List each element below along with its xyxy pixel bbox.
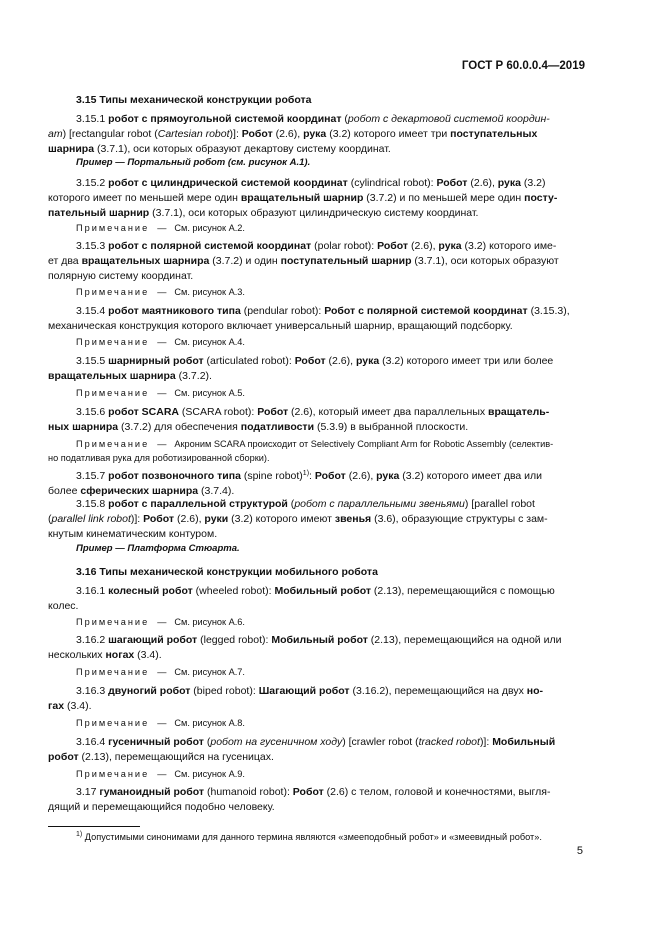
note-dash: — xyxy=(157,223,167,233)
term-bold: рука xyxy=(438,240,462,252)
term-3-15-7 xyxy=(48,469,583,499)
text-run: (3.7.2) для обеспечения xyxy=(118,421,241,433)
note-text: См. рисунок А.6. xyxy=(174,617,245,627)
text-run: (spine robot) xyxy=(240,470,303,482)
text-run: ) [crawler robot ( xyxy=(342,736,419,748)
note-text: См. рисунок А.2. xyxy=(174,223,245,233)
note-label: Примечание xyxy=(76,223,150,233)
text-run: 3.15.5 xyxy=(76,355,109,367)
text-run: (2.13), перемещающийся на гусеницах. xyxy=(78,751,274,763)
example-3-15-8: Пример — Платформа Стюарта. xyxy=(76,543,240,554)
note-label: Примечание xyxy=(76,617,150,627)
text-run: )]: xyxy=(479,736,493,748)
term-bold: робот позвоночного типа xyxy=(108,470,241,482)
text-run: 3.15.2 xyxy=(76,177,109,189)
term-italic: робот на гусеничном ходу xyxy=(210,736,343,748)
term-bold: гуманоидный робот xyxy=(99,786,205,798)
text-run: (2.13), перемещающийся на одной или нескольких xyxy=(48,634,562,661)
text-run: (3.7.1), оси которых образуют полярную систему координат. xyxy=(48,255,559,282)
text-run: (2.6), xyxy=(325,355,356,367)
section-heading-3-16: 3.16 Типы механической конструкции мобильного робота xyxy=(76,566,378,578)
note-dash: — xyxy=(157,439,167,449)
term-bold: поступательный шарнир xyxy=(280,255,412,267)
term-3-15-6 xyxy=(48,405,583,435)
text-run: ( xyxy=(287,498,295,510)
term-bold: Робот xyxy=(292,786,324,798)
note-3-16-2 xyxy=(48,665,583,679)
text-run: ) [parallel robot ( xyxy=(48,498,535,525)
text-run: (pendular robot): xyxy=(240,305,325,317)
term-bold: звенья xyxy=(334,513,372,525)
term-italic: робот с параллельными звеньями xyxy=(294,498,465,510)
text-run: (3.7.1), оси которых образуют цилиндрическую систему координат. xyxy=(149,207,479,219)
footnote-separator xyxy=(48,826,140,827)
text-run: (2.6), xyxy=(345,470,377,482)
text-run: 3.15.3 xyxy=(76,240,109,252)
note-label: Примечание xyxy=(76,718,150,728)
note-3-16-1 xyxy=(48,615,583,629)
text-run: )]: xyxy=(130,513,144,525)
text-run: (humanoid robot): xyxy=(204,786,293,798)
text-run: (3.15.3), механическая конструкция которого включает универсальный шарнир, вращающий подсборку. xyxy=(48,305,570,332)
term-bold: рука xyxy=(303,128,327,140)
term-bold: робот маятникового типа xyxy=(108,305,241,317)
footnote-ref: 1) xyxy=(302,470,310,477)
text-run: (biped robot): xyxy=(190,685,259,697)
term-bold: Шагающий робот xyxy=(258,685,350,697)
term-3-16-2 xyxy=(48,633,583,663)
page-number: 5 xyxy=(576,845,583,857)
standard-header: ГОСТ Р 60.0.0.4—2019 xyxy=(461,60,585,72)
text-run: (3.2) которого имеет два или более xyxy=(48,470,543,497)
term-bold: колесный робот xyxy=(108,585,193,597)
term-bold: двуногий робот xyxy=(108,685,191,697)
term-italic: робот с декартовой системой координ- ат xyxy=(48,113,550,140)
text-run: (polar robot): xyxy=(311,240,378,252)
term-bold: робот SCARA xyxy=(108,406,179,418)
term-bold: вращательный шарнир xyxy=(240,192,364,204)
text-run: (5.3.9) в выбранной плоскости. xyxy=(314,421,469,433)
note-3-15-2 xyxy=(48,221,583,235)
text-run: (2.6), xyxy=(408,240,439,252)
text-run: (3.7.2) и один xyxy=(209,255,281,267)
text-run: 3.17 xyxy=(76,786,100,798)
text-run: 3.16.2 xyxy=(76,634,109,646)
footnote xyxy=(48,831,583,844)
text-run: (3.2) которого име- ет два xyxy=(48,240,557,267)
text-run: (2.6), xyxy=(467,177,498,189)
term-bold: Робот xyxy=(377,240,409,252)
text-run: )]: xyxy=(229,128,242,140)
note-dash: — xyxy=(157,337,167,347)
footnote-text: Допустимыми синонимами для данного термина являются «змееподобный робот» и «змеевидный робот». xyxy=(84,832,542,842)
note-dash: — xyxy=(157,287,167,297)
text-run: (3.2) которого имеет три или более xyxy=(379,355,554,367)
section-heading-3-15: 3.15 Типы механической конструкции робота xyxy=(76,94,312,106)
term-bold: посту- пательный шарнир xyxy=(48,192,558,219)
note-dash: — xyxy=(157,388,167,398)
text-run: 3.15.6 xyxy=(76,406,109,418)
note-text: См. рисунок А.8. xyxy=(174,718,245,728)
text-run: 3.15.1 xyxy=(76,113,109,125)
term-3-15-4 xyxy=(48,304,583,334)
term-italic: tracked robot xyxy=(418,736,480,748)
note-text: См. рисунок А.9. xyxy=(174,769,245,779)
term-3-15-8 xyxy=(48,497,583,542)
term-bold: но- гах xyxy=(48,685,544,712)
term-bold: вращатель- ных шарнира xyxy=(48,406,550,433)
term-bold: вращательных шарнира xyxy=(81,255,210,267)
text-run: (articulated robot): xyxy=(203,355,295,367)
note-text: См. рисунок А.7. xyxy=(174,667,245,677)
note-3-16-4 xyxy=(48,767,583,781)
text-run: (3.2) которого имеет по меньшей мере один xyxy=(48,177,546,204)
note-label: Примечание xyxy=(76,287,150,297)
term-3-16-3 xyxy=(48,684,583,714)
term-bold: вращательных шарнира xyxy=(48,370,176,382)
text-run: (3.4). xyxy=(64,700,92,712)
term-bold: Робот xyxy=(436,177,468,189)
text-run: (3.16.2), перемещающийся на двух xyxy=(349,685,527,697)
term-bold: Мобильный робот xyxy=(271,634,368,646)
text-run: (3.4). xyxy=(134,649,162,661)
term-bold: Мобильный робот xyxy=(48,736,556,763)
term-bold: гусеничный робот xyxy=(108,736,204,748)
term-bold: Мобильный робот xyxy=(274,585,371,597)
note-dash: — xyxy=(157,718,167,728)
text-run: 3.16.4 xyxy=(76,736,109,748)
term-italic: Cartesian robot xyxy=(157,128,230,140)
term-3-17 xyxy=(48,785,583,815)
text-run: ) [rectangular robot ( xyxy=(62,128,158,140)
term-bold: рука xyxy=(497,177,521,189)
text-run: (3.7.4). xyxy=(198,485,235,497)
text-run: (2.6), который имеет два параллельных xyxy=(288,406,489,418)
text-run: (2.6) с телом, головой и конечностями, выгля- дящий и перемещающийся подобно человеку. xyxy=(48,786,551,813)
text-run: 3.15.8 xyxy=(76,498,109,510)
term-bold: робот с полярной системой координат xyxy=(108,240,312,252)
term-bold: робот с прямоугольной системой координат xyxy=(108,113,342,125)
text-run: ( xyxy=(203,736,211,748)
term-bold: рука xyxy=(355,355,380,367)
text-run: ( xyxy=(341,113,348,125)
note-label: Примечание xyxy=(76,337,150,347)
note-label: Примечание xyxy=(76,439,150,449)
note-dash: — xyxy=(157,667,167,677)
note-text: См. рисунок А.4. xyxy=(174,337,245,347)
text-run: (2.6), xyxy=(174,513,205,525)
text-run: (2.13), перемещающийся с помощью колес. xyxy=(48,585,555,612)
text-run: (3.7.2). xyxy=(175,370,212,382)
term-bold: ногах xyxy=(105,649,135,661)
note-3-16-3 xyxy=(48,716,583,730)
text-run: (cylindrical robot): xyxy=(347,177,437,189)
term-3-15-5 xyxy=(48,354,583,384)
text-run: 3.16.1 xyxy=(76,585,109,597)
term-bold: податливости xyxy=(240,421,315,433)
term-bold: шарнирный робот xyxy=(108,355,204,367)
example-3-15-1: Пример — Портальный робот (см. рисунок А.1). xyxy=(76,157,311,168)
note-label: Примечание xyxy=(76,769,150,779)
term-bold: робот с параллельной структурой xyxy=(108,498,288,510)
note-text: См. рисунок А.3. xyxy=(174,287,245,297)
note-text: См. рисунок А.5. xyxy=(174,388,245,398)
term-3-15-2 xyxy=(48,176,583,221)
text-run: (3.7.2) и по меньшей мере один xyxy=(363,192,525,204)
term-bold: Робот xyxy=(257,406,289,418)
note-label: Примечание xyxy=(76,388,150,398)
term-bold: Робот с полярной системой координат xyxy=(324,305,528,317)
term-bold: поступательных шарнира xyxy=(48,128,538,155)
footnote-mark: 1) xyxy=(76,831,83,838)
note-dash: — xyxy=(157,617,167,627)
text-run: (3.6), образующие структуры с зам- кнутым кинематическим контуром. xyxy=(48,513,548,540)
text-run: 3.15.7 xyxy=(76,470,109,482)
text-run: (3.2) которого имеет три xyxy=(326,128,451,140)
text-run: (2.6), xyxy=(272,128,304,140)
term-3-15-1 xyxy=(48,112,583,157)
term-bold: руки xyxy=(204,513,229,525)
text-run: (wheeled robot): xyxy=(192,585,275,597)
note-dash: — xyxy=(157,769,167,779)
text-run: (3.2) которого имеют xyxy=(228,513,335,525)
note-3-15-4 xyxy=(48,335,583,349)
term-italic: parallel link robot xyxy=(51,513,131,525)
term-bold: робот с цилиндрической системой координат xyxy=(108,177,348,189)
note-text: Акроним SCARA происходит от Selectively Compliant Arm for Robotic Assembly (селектив- но податливая рука для роботизированной сборки). xyxy=(48,439,554,463)
text-run: : xyxy=(309,470,315,482)
term-bold: Робот xyxy=(314,470,346,482)
text-run: (legged robot): xyxy=(197,634,272,646)
term-bold: шагающий робот xyxy=(108,634,198,646)
term-3-16-4 xyxy=(48,735,583,765)
text-run: (SCARA robot): xyxy=(179,406,258,418)
term-bold: Робот xyxy=(294,355,326,367)
note-3-15-6 xyxy=(48,437,583,465)
note-label: Примечание xyxy=(76,667,150,677)
term-3-16-1 xyxy=(48,584,583,614)
text-run: 3.16.3 xyxy=(76,685,109,697)
term-bold: Робот xyxy=(241,128,273,140)
text-run: 3.15.4 xyxy=(76,305,109,317)
term-bold: рука xyxy=(376,470,400,482)
term-bold: сферических шарнира xyxy=(80,485,199,497)
note-3-15-3 xyxy=(48,285,583,299)
term-bold: Робот xyxy=(143,513,175,525)
text-run: (3.7.1), оси которых образуют декартову систему координат. xyxy=(94,143,391,155)
term-3-15-3 xyxy=(48,239,583,284)
note-3-15-5 xyxy=(48,386,583,400)
